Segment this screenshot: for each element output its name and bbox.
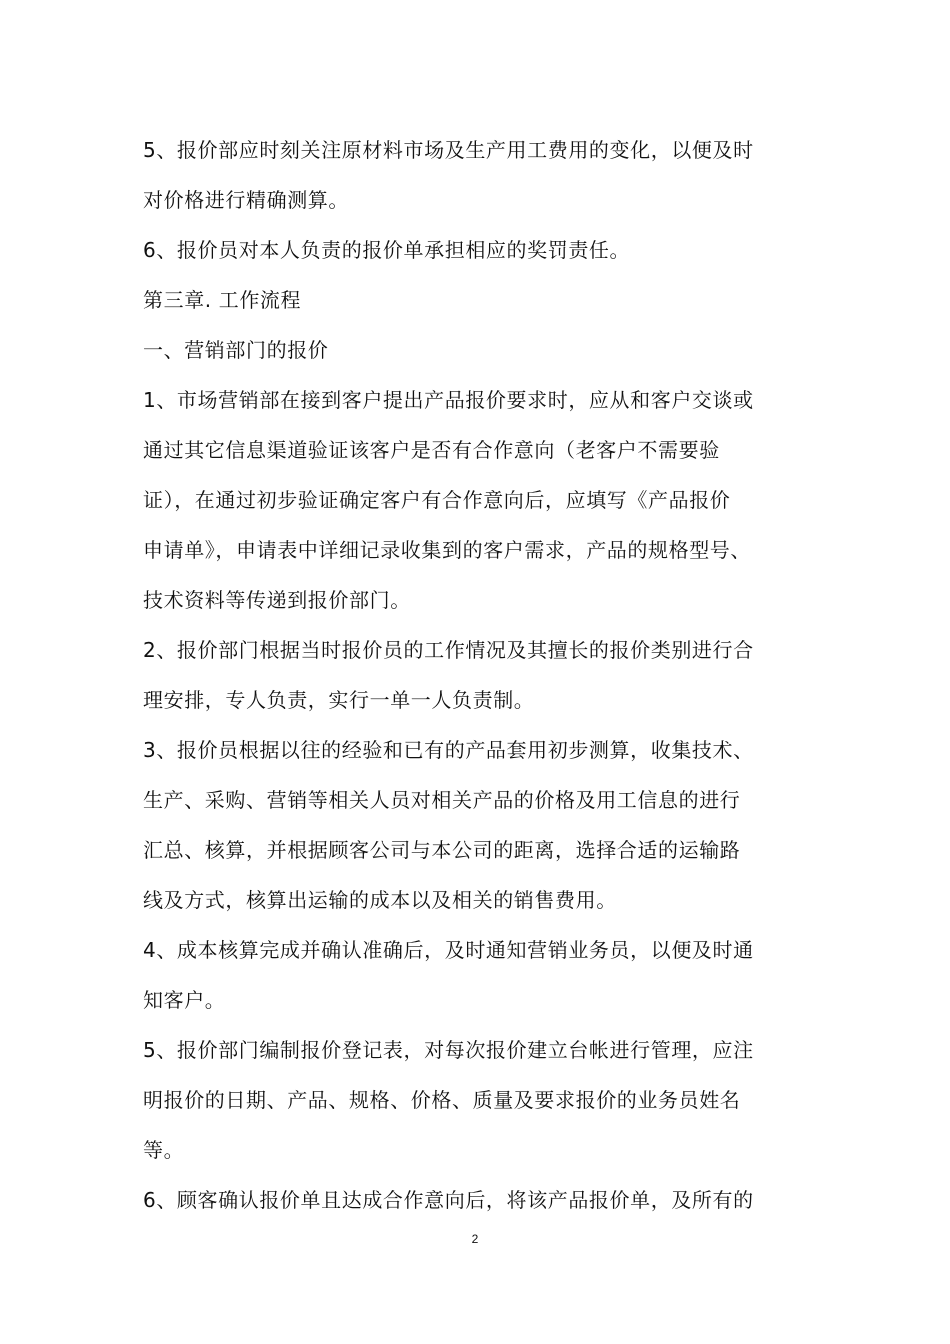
- page-number: 2: [471, 1232, 479, 1246]
- text-line: 6、顾客确认报价单且达成合作意向后，将该产品报价单，及所有的: [143, 1188, 754, 1212]
- text-line: 对价格进行精确测算。: [143, 188, 349, 212]
- text-line: 6、报价员对本人负责的报价单承担相应的奖罚责任。: [143, 238, 631, 262]
- text-line: 汇总、核算，并根据顾客公司与本公司的距离，选择合适的运输路: [143, 838, 741, 862]
- text-line: 申请单》，申请表中详细记录收集到的客户需求，产品的规格型号、: [143, 538, 751, 562]
- text-line: 等。: [143, 1138, 185, 1162]
- text-line: 技术资料等传递到报价部门。: [143, 588, 411, 612]
- text-line: 3、报价员根据以往的经验和已有的产品套用初步测算，收集技术、: [143, 738, 754, 762]
- subsection-heading: 一、营销部门的报价: [143, 338, 329, 362]
- text-line: 通过其它信息渠道验证该客户是否有合作意向（老客户不需要验: [143, 438, 720, 462]
- text-line: 4、成本核算完成并确认准确后，及时通知营销业务员，以便及时通: [143, 938, 754, 962]
- text-line: 证），在通过初步验证确定客户有合作意向后，应填写《产品报价: [143, 488, 731, 512]
- text-line: 1、市场营销部在接到客户提出产品报价要求时，应从和客户交谈或: [143, 388, 754, 412]
- text-line: 5、报价部门编制报价登记表，对每次报价建立台帐进行管理，应注: [143, 1038, 754, 1062]
- text-line: 知客户。: [143, 988, 226, 1012]
- text-line: 理安排，专人负责，实行一单一人负责制。: [143, 688, 535, 712]
- text-line: 生产、采购、营销等相关人员对相关产品的价格及用工信息的进行: [143, 788, 741, 812]
- text-line: 线及方式，核算出运输的成本以及相关的销售费用。: [143, 888, 617, 912]
- text-line: 5、报价部应时刻关注原材料市场及生产用工费用的变化，以便及时: [143, 138, 754, 162]
- text-line: 明报价的日期、产品、规格、价格、质量及要求报价的业务员姓名: [143, 1088, 741, 1112]
- text-line: 2、报价部门根据当时报价员的工作情况及其擅长的报价类别进行合: [143, 638, 754, 662]
- section-heading: 第三章. 工作流程: [143, 288, 302, 312]
